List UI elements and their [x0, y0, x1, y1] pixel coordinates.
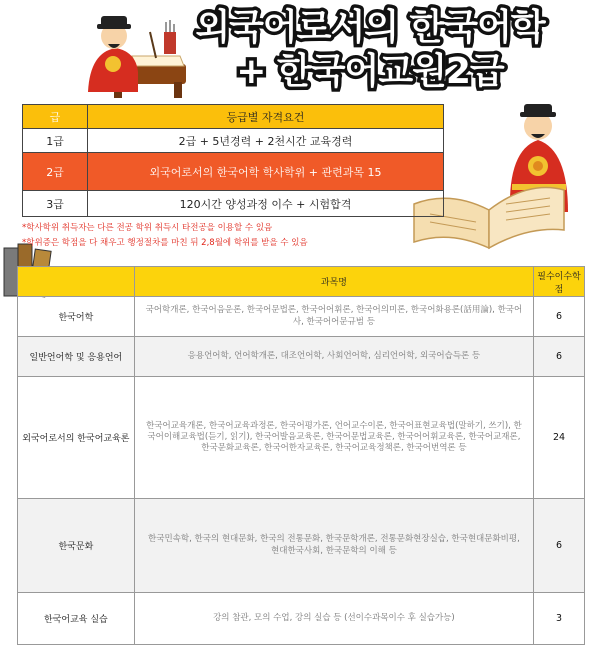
grade-cell: 1급	[23, 129, 88, 153]
course-subjects: 한국어교육개론, 한국어교육과정론, 한국어평가론, 언어교수이론, 한국어표현교육법(말하기, 쓰기), 한국어이해교육법(듣기, 읽기), 한국어발음교육론, 한국어문법교육론, 한국어어휘교육론, 한국어교재론, 한국문화교육론, 한국어한자교육론, 한국어교육정책론, 한국어번역론 등	[134, 377, 533, 499]
grade-header-requirements: 등급별 자격요건	[88, 105, 444, 129]
course-row	[18, 593, 585, 645]
course-table	[17, 266, 585, 645]
grade-row-highlighted	[23, 153, 444, 191]
course-subjects: 한국민속학, 한국의 현대문화, 한국의 전통문화, 한국문학개론, 전통문화현장실습, 한국현대문화비평, 현대한국사회, 한국문학의 이해 등	[134, 499, 533, 593]
course-area-name: 일반언어학 및 응용언어	[18, 337, 135, 377]
course-row	[18, 337, 585, 377]
course-header-credits: 필수이수학점	[534, 267, 585, 297]
requirement-cell: 외국어로서의 한국어학 학사학위 + 관련과목 15	[88, 153, 444, 191]
grade-cell: 2급	[23, 153, 88, 191]
page-title	[150, 6, 590, 94]
title-line-2: + 한국어교원2급	[236, 51, 504, 92]
course-credits: 6	[534, 499, 585, 593]
grade-header-grade: 급	[23, 105, 88, 129]
grade-row	[23, 191, 444, 217]
grade-cell: 3급	[23, 191, 88, 217]
course-credits: 6	[534, 297, 585, 337]
course-header-subjects: 과목명	[134, 267, 533, 297]
requirement-cell: 120시간 양성과정 이수 + 시험합격	[88, 191, 444, 217]
course-row	[18, 297, 585, 337]
course-row	[18, 377, 585, 499]
course-area-name: 한국문화	[18, 499, 135, 593]
course-table-header	[18, 267, 585, 297]
king-writing-icon	[80, 2, 190, 102]
note-text: *학위증은 학점을 다 채우고 행정절차를 마친 뒤 2,8월에 학위를 받을 수 있음	[22, 238, 308, 248]
note-text: *학사학위 취득자는 다른 전공 학위 취득시 타전공을 이용할 수 있음	[22, 223, 273, 233]
course-subjects: 응용언어학, 언어학개론, 대조언어학, 사회언어학, 심리언어학, 외국어습득론 등	[134, 337, 533, 377]
grade-table-header	[23, 105, 444, 129]
course-area-name: 한국어교육 실습	[18, 593, 135, 645]
course-header-blank	[18, 267, 135, 297]
title-line-1: 외국어로서의 한국어학	[195, 7, 545, 48]
requirement-cell: 2급 + 5년경력 + 2천시간 교육경력	[88, 129, 444, 153]
course-area-name: 외국어로서의 한국어교육론	[18, 377, 135, 499]
course-subjects: 국어학개론, 한국어음운론, 한국어문법론, 한국어어휘론, 한국어의미론, 한국어화용론(話用論), 한국어사, 한국어어문규범 등	[134, 297, 533, 337]
course-credits: 6	[534, 337, 585, 377]
course-credits: 3	[534, 593, 585, 645]
grade-requirements-table	[22, 104, 444, 217]
course-row	[18, 499, 585, 593]
grade-row	[23, 129, 444, 153]
course-area-name: 한국어학	[18, 297, 135, 337]
course-subjects: 강의 참관, 모의 수업, 강의 실습 등 (선이수과목이수 후 실습가능)	[134, 593, 533, 645]
course-credits: 24	[534, 377, 585, 499]
